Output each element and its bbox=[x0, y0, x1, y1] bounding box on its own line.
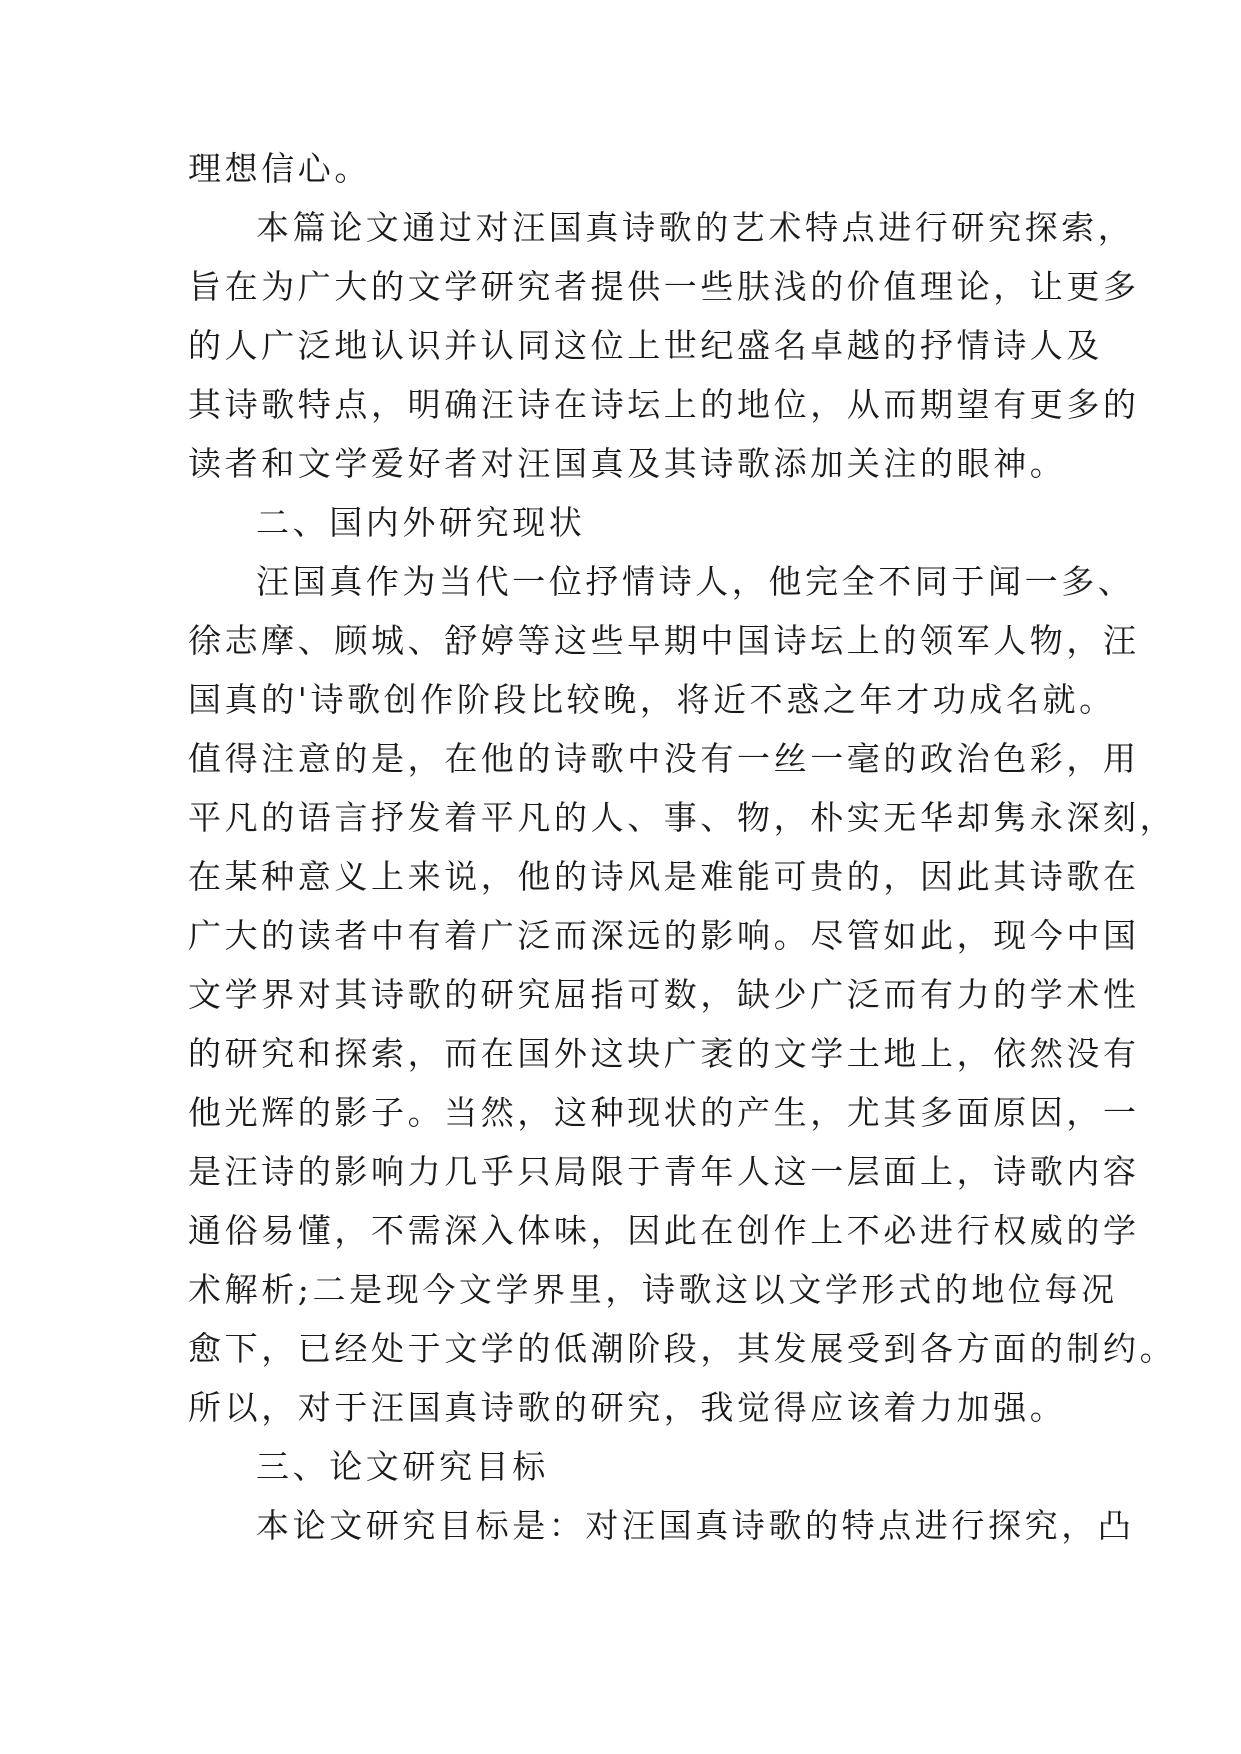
text-line: 的研究和探索，而在国外这块广袤的文学土地上，依然没有 bbox=[188, 1034, 1140, 1073]
text-line: 国真的'诗歌创作阶段比较晚，将近不惑之年才功成名就。 bbox=[188, 680, 1116, 719]
text-line: 旨在为广大的文学研究者提供一些肤浅的价值理论，让更多 bbox=[188, 267, 1140, 306]
text-line: 平凡的语言抒发着平凡的人、事、物，朴实无华却隽永深刻， bbox=[188, 798, 1177, 837]
section-heading: 二、国内外研究现状 bbox=[256, 503, 586, 542]
text-line: 通俗易懂，不需深入体味，因此在创作上不必进行权威的学 bbox=[188, 1211, 1140, 1250]
text-line: 徐志摩、顾城、舒婷等这些早期中国诗坛上的领军人物，汪 bbox=[188, 621, 1140, 660]
text-line: 理想信心。 bbox=[188, 149, 371, 188]
text-line: 文学界对其诗歌的研究屈指可数，缺少广泛而有力的学术性 bbox=[188, 975, 1140, 1014]
text-line: 的人广泛地认识并认同这位上世纪盛名卓越的抒情诗人及 bbox=[188, 326, 1103, 365]
text-line: 值得注意的是，在他的诗歌中没有一丝一毫的政治色彩，用 bbox=[188, 739, 1140, 778]
text-line: 其诗歌特点，明确汪诗在诗坛上的地位，从而期望有更多的 bbox=[188, 385, 1140, 424]
text-line: 广大的读者中有着广泛而深远的影响。尽管如此，现今中国 bbox=[188, 916, 1140, 955]
text-line: 术解析;二是现今文学界里，诗歌这以文学形式的地位每况 bbox=[188, 1270, 1118, 1309]
section-heading: 三、论文研究目标 bbox=[256, 1447, 549, 1486]
text-line: 在某种意义上来说，他的诗风是难能可贵的，因此其诗歌在 bbox=[188, 857, 1140, 896]
text-line: 愈下，已经处于文学的低潮阶段，其发展受到各方面的制约。 bbox=[188, 1329, 1177, 1368]
text-line: 所以，对于汪国真诗歌的研究，我觉得应该着力加强。 bbox=[188, 1388, 1067, 1427]
text-line: 是汪诗的影响力几乎只局限于青年人这一层面上，诗歌内容 bbox=[188, 1152, 1140, 1191]
paragraph-start: 汪国真作为当代一位抒情诗人，他完全不同于闻一多、 bbox=[256, 562, 1135, 601]
paragraph-start: 本论文研究目标是：对汪国真诗歌的特点进行探究，凸 bbox=[256, 1506, 1135, 1545]
text-line: 读者和文学爱好者对汪国真及其诗歌添加关注的眼神。 bbox=[188, 444, 1067, 483]
text-line: 他光辉的影子。当然，这种现状的产生，尤其多面原因，一 bbox=[188, 1093, 1140, 1132]
paragraph-start: 本篇论文通过对汪国真诗歌的艺术特点进行研究探索， bbox=[256, 208, 1135, 247]
